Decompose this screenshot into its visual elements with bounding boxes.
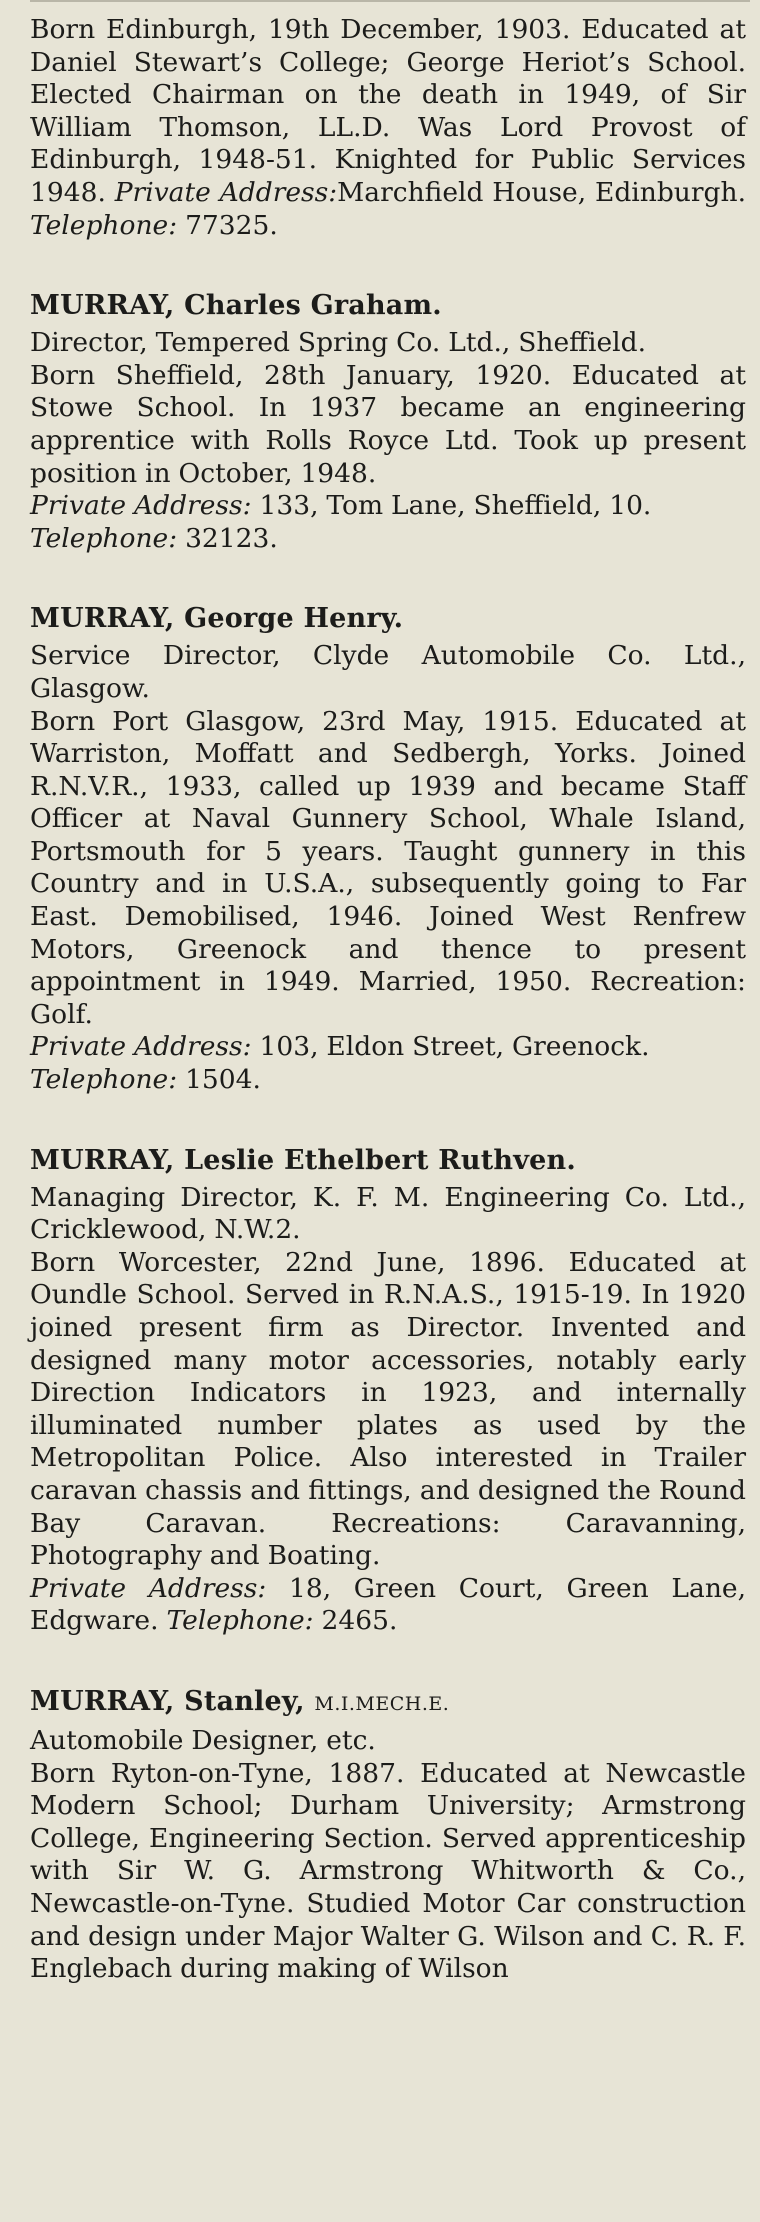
entry-george-henry-murray bbox=[30, 600, 746, 1096]
entry-position: Director, Tempered Spring Co. Ltd., Sheffield. bbox=[30, 327, 646, 359]
entry-charles-graham-murray bbox=[30, 287, 746, 555]
qualifications: M.I.MECH.E. bbox=[314, 1692, 450, 1715]
address: Marchfield House, Edinburgh. bbox=[337, 176, 746, 208]
telephone-label: Telephone: bbox=[30, 209, 178, 241]
telephone-label: Telephone: bbox=[30, 1064, 178, 1096]
telephone: 1504. bbox=[185, 1064, 261, 1096]
entry-leslie-ethelbert-ruthven-murray bbox=[30, 1142, 746, 1638]
entry-bio: Born Sheffield, 28th January, 1920. Educated at Stowe School. In 1937 became an engineering apprentice with Rolls Royce Ltd. Took up present position in October, 1948. Private Address: 133, Tom Lane, Sheffield, 10. Telephone: 32123. bbox=[30, 359, 746, 554]
address: 133, Tom Lane, Sheffield, 10. bbox=[259, 490, 652, 522]
entry-name: MURRAY, Stanley, M.I.MECH.E. bbox=[30, 1685, 450, 1717]
entry-bio: Born Ryton-on-Tyne, 1887. Educated at Newcastle Modern School; Durham University; Armstrong College, Engineering Section. Served apprenticeship with Sir W. G. Armstrong Whitworth & Co., Newcastle-on-Tyne. Studied Motor Car construction and design under Major Walter G. Wilson and C. R. F. Englebach during making of Wilson bbox=[30, 1757, 746, 1985]
telephone-label: Telephone: bbox=[166, 1605, 314, 1637]
telephone: 32123. bbox=[185, 522, 278, 554]
entry-stanley-murray bbox=[30, 1683, 746, 1986]
entry-position: Service Director, Clyde Automobile Co. Ltd., Glasgow. bbox=[30, 640, 746, 704]
entry-bio: Born Port Glasgow, 23rd May, 1915. Educated at Warriston, Moffatt and Sedbergh, Yorks. Joined R.N.V.R., 1933, called up 1939 and became Staff Officer at Naval Gunnery School, Whale Island, Portsmouth for 5 years. Taught gunnery in this Country and in U.S.A., subsequently going to Far East. Demobilised, 1946. Joined West Renfrew Motors, Greenock and thence to present appointment in 1949. Married, 1950. Recreation: Golf. Private Address: 103, Eldon Street, Greenock. Telephone: 1504. bbox=[30, 705, 746, 1096]
address-label: Private Address: bbox=[114, 176, 338, 208]
entry-name: MURRAY, Charles Graham. bbox=[30, 290, 442, 322]
entry-name: MURRAY, George Henry. bbox=[30, 603, 404, 635]
address-label: Private Address: bbox=[30, 1572, 267, 1604]
entry-bio: Born Worcester, 22nd June, 1896. Educated at Oundle School. Served in R.N.A.S., 1915-19. In 1920 joined present firm as Director. Invented and designed many motor accessories, notably early Direction Indicators in 1923, and internally illuminated number plates as used by the Metropolitan Police. Also interested in Trailer caravan chassis and fittings, and designed the Round Bay Caravan. Recreations: Caravanning, Photography and Boating. Private Address: 18, Green Court, Green Lane, Edgware. Telephone: 2465. bbox=[30, 1246, 746, 1637]
entry-bio: Born Edinburgh, 19th December, 1903. Educated at Daniel Stewart’s College; George Heriot’s School. Elected Chairman on the death in 1949, of Sir William Thomson, LL.D. Was Lord Provost of Edinburgh, 1948-51. Knighted for Public Services 1948. Private Address:Marchfield House, Edinburgh. Telephone: 77325. bbox=[30, 14, 746, 241]
entry-name: MURRAY, Leslie Ethelbert Ruthven. bbox=[30, 1144, 576, 1176]
entry-position: Automobile Designer, etc. bbox=[30, 1724, 376, 1756]
address-label: Private Address: bbox=[30, 1031, 252, 1063]
address-label: Private Address: bbox=[30, 490, 252, 522]
entry-position: Managing Director, K. F. M. Engineering Co. Ltd., Cricklewood, N.W.2. bbox=[30, 1181, 746, 1246]
top-rule bbox=[30, 0, 750, 2]
entry-continuation bbox=[30, 14, 746, 242]
telephone: 2465. bbox=[321, 1605, 398, 1637]
telephone-label: Telephone: bbox=[30, 522, 178, 554]
telephone: 77325. bbox=[185, 209, 278, 241]
address: 18, Green Court, Green Lane, Edgware. bbox=[30, 1572, 746, 1637]
address: 103, Eldon Street, Greenock. bbox=[259, 1031, 650, 1063]
